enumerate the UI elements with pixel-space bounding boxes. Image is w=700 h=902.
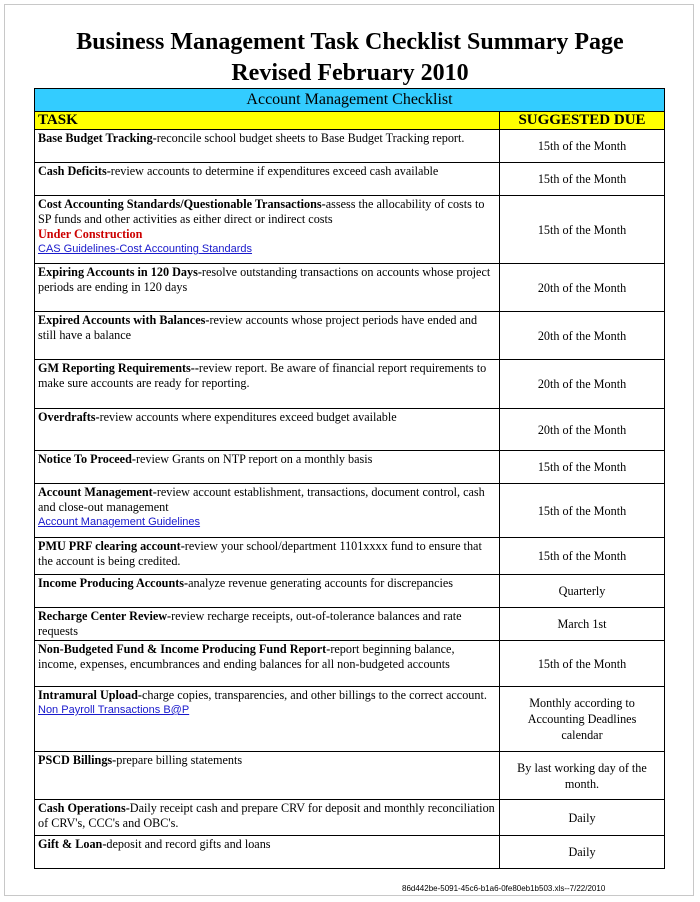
table-row	[35, 451, 665, 484]
task-description: analyze revenue generating accounts for discrepancies	[188, 576, 454, 590]
task-cell	[35, 163, 500, 196]
due-cell: Daily	[500, 836, 665, 869]
due-cell: 20th of the Month	[500, 360, 665, 409]
table-row	[35, 752, 665, 800]
task-label: Recharge Center Review-	[38, 609, 172, 623]
task-cell	[35, 800, 500, 836]
task-label: Cost Accounting Standards/Questionable Transactions-	[38, 197, 326, 211]
task-description: review report. Be aware of financial report requirements to make sure accounts are ready for reporting.	[38, 361, 487, 390]
task-cell	[35, 409, 500, 451]
table-row	[35, 196, 665, 264]
table-row	[35, 575, 665, 608]
task-cell	[35, 608, 500, 641]
under-construction-note: Under Construction	[38, 227, 143, 241]
task-cell	[35, 641, 500, 687]
task-description: prepare billing statements	[116, 753, 243, 767]
task-cell	[35, 687, 500, 752]
guideline-link[interactable]: CAS Guidelines-Cost Accounting Standards	[38, 243, 253, 255]
task-cell	[35, 836, 500, 869]
table-row	[35, 409, 665, 451]
task-cell	[35, 360, 500, 409]
column-header-due: SUGGESTED DUE	[500, 112, 665, 130]
task-label: Account Management-	[38, 485, 157, 499]
due-cell: Daily	[500, 800, 665, 836]
due-cell: 20th of the Month	[500, 312, 665, 360]
task-description: review accounts where expenditures exceed budget available	[99, 410, 397, 424]
task-label: Expiring Accounts in 120 Days-	[38, 265, 202, 279]
table-row	[35, 360, 665, 409]
due-cell: 15th of the Month	[500, 130, 665, 163]
due-cell: 15th of the Month	[500, 451, 665, 484]
task-description: review accounts to determine if expenditures exceed cash available	[110, 164, 439, 178]
task-description: charge copies, transparencies, and other billings to the correct account.	[141, 688, 487, 702]
task-cell	[35, 451, 500, 484]
task-label: Notice To Proceed-	[38, 452, 136, 466]
due-cell: March 1st	[500, 608, 665, 641]
task-label: Gift & Loan-	[38, 837, 107, 851]
task-description: report beginning balance, income, expenses, encumbrances and ending balances for all non-budgeted accounts	[38, 642, 455, 671]
document-title: Business Management Task Checklist Summary Page	[76, 29, 624, 55]
due-cell: 15th of the Month	[500, 484, 665, 538]
task-label: Base Budget Tracking-	[38, 131, 157, 145]
table-row	[35, 312, 665, 360]
task-description: review recharge receipts, out-of-tolerance balances and rate requests	[38, 609, 462, 638]
task-cell	[35, 264, 500, 312]
task-description: Daily receipt cash and prepare CRV for deposit and monthly reconciliation of CRV's, CCC's and OBC's.	[38, 801, 495, 830]
task-description: review Grants on NTP report on a monthly basis	[135, 452, 373, 466]
due-cell: Monthly according to Accounting Deadlines calendar	[500, 687, 665, 752]
table-row	[35, 641, 665, 687]
task-cell	[35, 196, 500, 264]
banner-row	[35, 89, 665, 112]
table-row	[35, 608, 665, 641]
task-cell	[35, 484, 500, 538]
task-description: resolve outstanding transactions on accounts whose project periods are ending in 120 days	[38, 265, 491, 294]
task-label: GM Reporting Requirements--	[38, 361, 199, 375]
table-row	[35, 264, 665, 312]
due-cell: 15th of the Month	[500, 196, 665, 264]
guideline-link[interactable]: Non Payroll Transactions B@P	[38, 704, 190, 716]
task-cell	[35, 130, 500, 163]
task-label: Overdrafts-	[38, 410, 100, 424]
table-row	[35, 163, 665, 196]
due-cell: 15th of the Month	[500, 163, 665, 196]
task-description: review your school/department 1101xxxx fund to ensure that the account is being credited.	[38, 539, 482, 568]
task-label: PMU PRF clearing account-	[38, 539, 185, 553]
table-row	[35, 687, 665, 752]
task-description: assess the allocability of costs to SP funds and other activities as either direct or indirect costs	[38, 197, 485, 226]
table-banner: Account Management Checklist	[35, 89, 665, 112]
task-label: Non-Budgeted Fund & Income Producing Fund Report-	[38, 642, 331, 656]
table-row	[35, 484, 665, 538]
guideline-link[interactable]: Account Management Guidelines	[38, 516, 201, 528]
document-subtitle: Revised February 2010	[231, 60, 469, 86]
task-description: review account establishment, transactions, document control, cash and close-out management	[38, 485, 485, 514]
task-label: Expired Accounts with Balances-	[38, 313, 210, 327]
task-label: Income Producing Accounts-	[38, 576, 189, 590]
task-description: deposit and record gifts and loans	[106, 837, 271, 851]
table-row	[35, 836, 665, 869]
task-cell	[35, 752, 500, 800]
task-label: Cash Deficits-	[38, 164, 111, 178]
task-label: Intramural Upload-	[38, 688, 142, 702]
due-cell: By last working day of the month.	[500, 752, 665, 800]
due-cell: 15th of the Month	[500, 538, 665, 575]
checklist-table	[34, 88, 665, 869]
table-row	[35, 800, 665, 836]
due-cell: 20th of the Month	[500, 409, 665, 451]
task-cell	[35, 538, 500, 575]
task-description: review accounts whose project periods have ended and still have a balance	[38, 313, 478, 342]
task-description: reconcile school budget sheets to Base Budget Tracking report.	[156, 131, 465, 145]
footer-filename: 86d442be-5091-45c6-b1a6-0fe80eb1b503.xls--7/22/2010	[402, 884, 606, 893]
task-cell	[35, 575, 500, 608]
table-row	[35, 538, 665, 575]
header-row	[35, 112, 665, 130]
due-cell: 20th of the Month	[500, 264, 665, 312]
task-cell	[35, 312, 500, 360]
table-row	[35, 130, 665, 163]
task-label: PSCD Billings-	[38, 753, 117, 767]
due-cell: 15th of the Month	[500, 641, 665, 687]
due-cell: Quarterly	[500, 575, 665, 608]
task-label: Cash Operations-	[38, 801, 130, 815]
column-header-task: TASK	[35, 112, 500, 130]
